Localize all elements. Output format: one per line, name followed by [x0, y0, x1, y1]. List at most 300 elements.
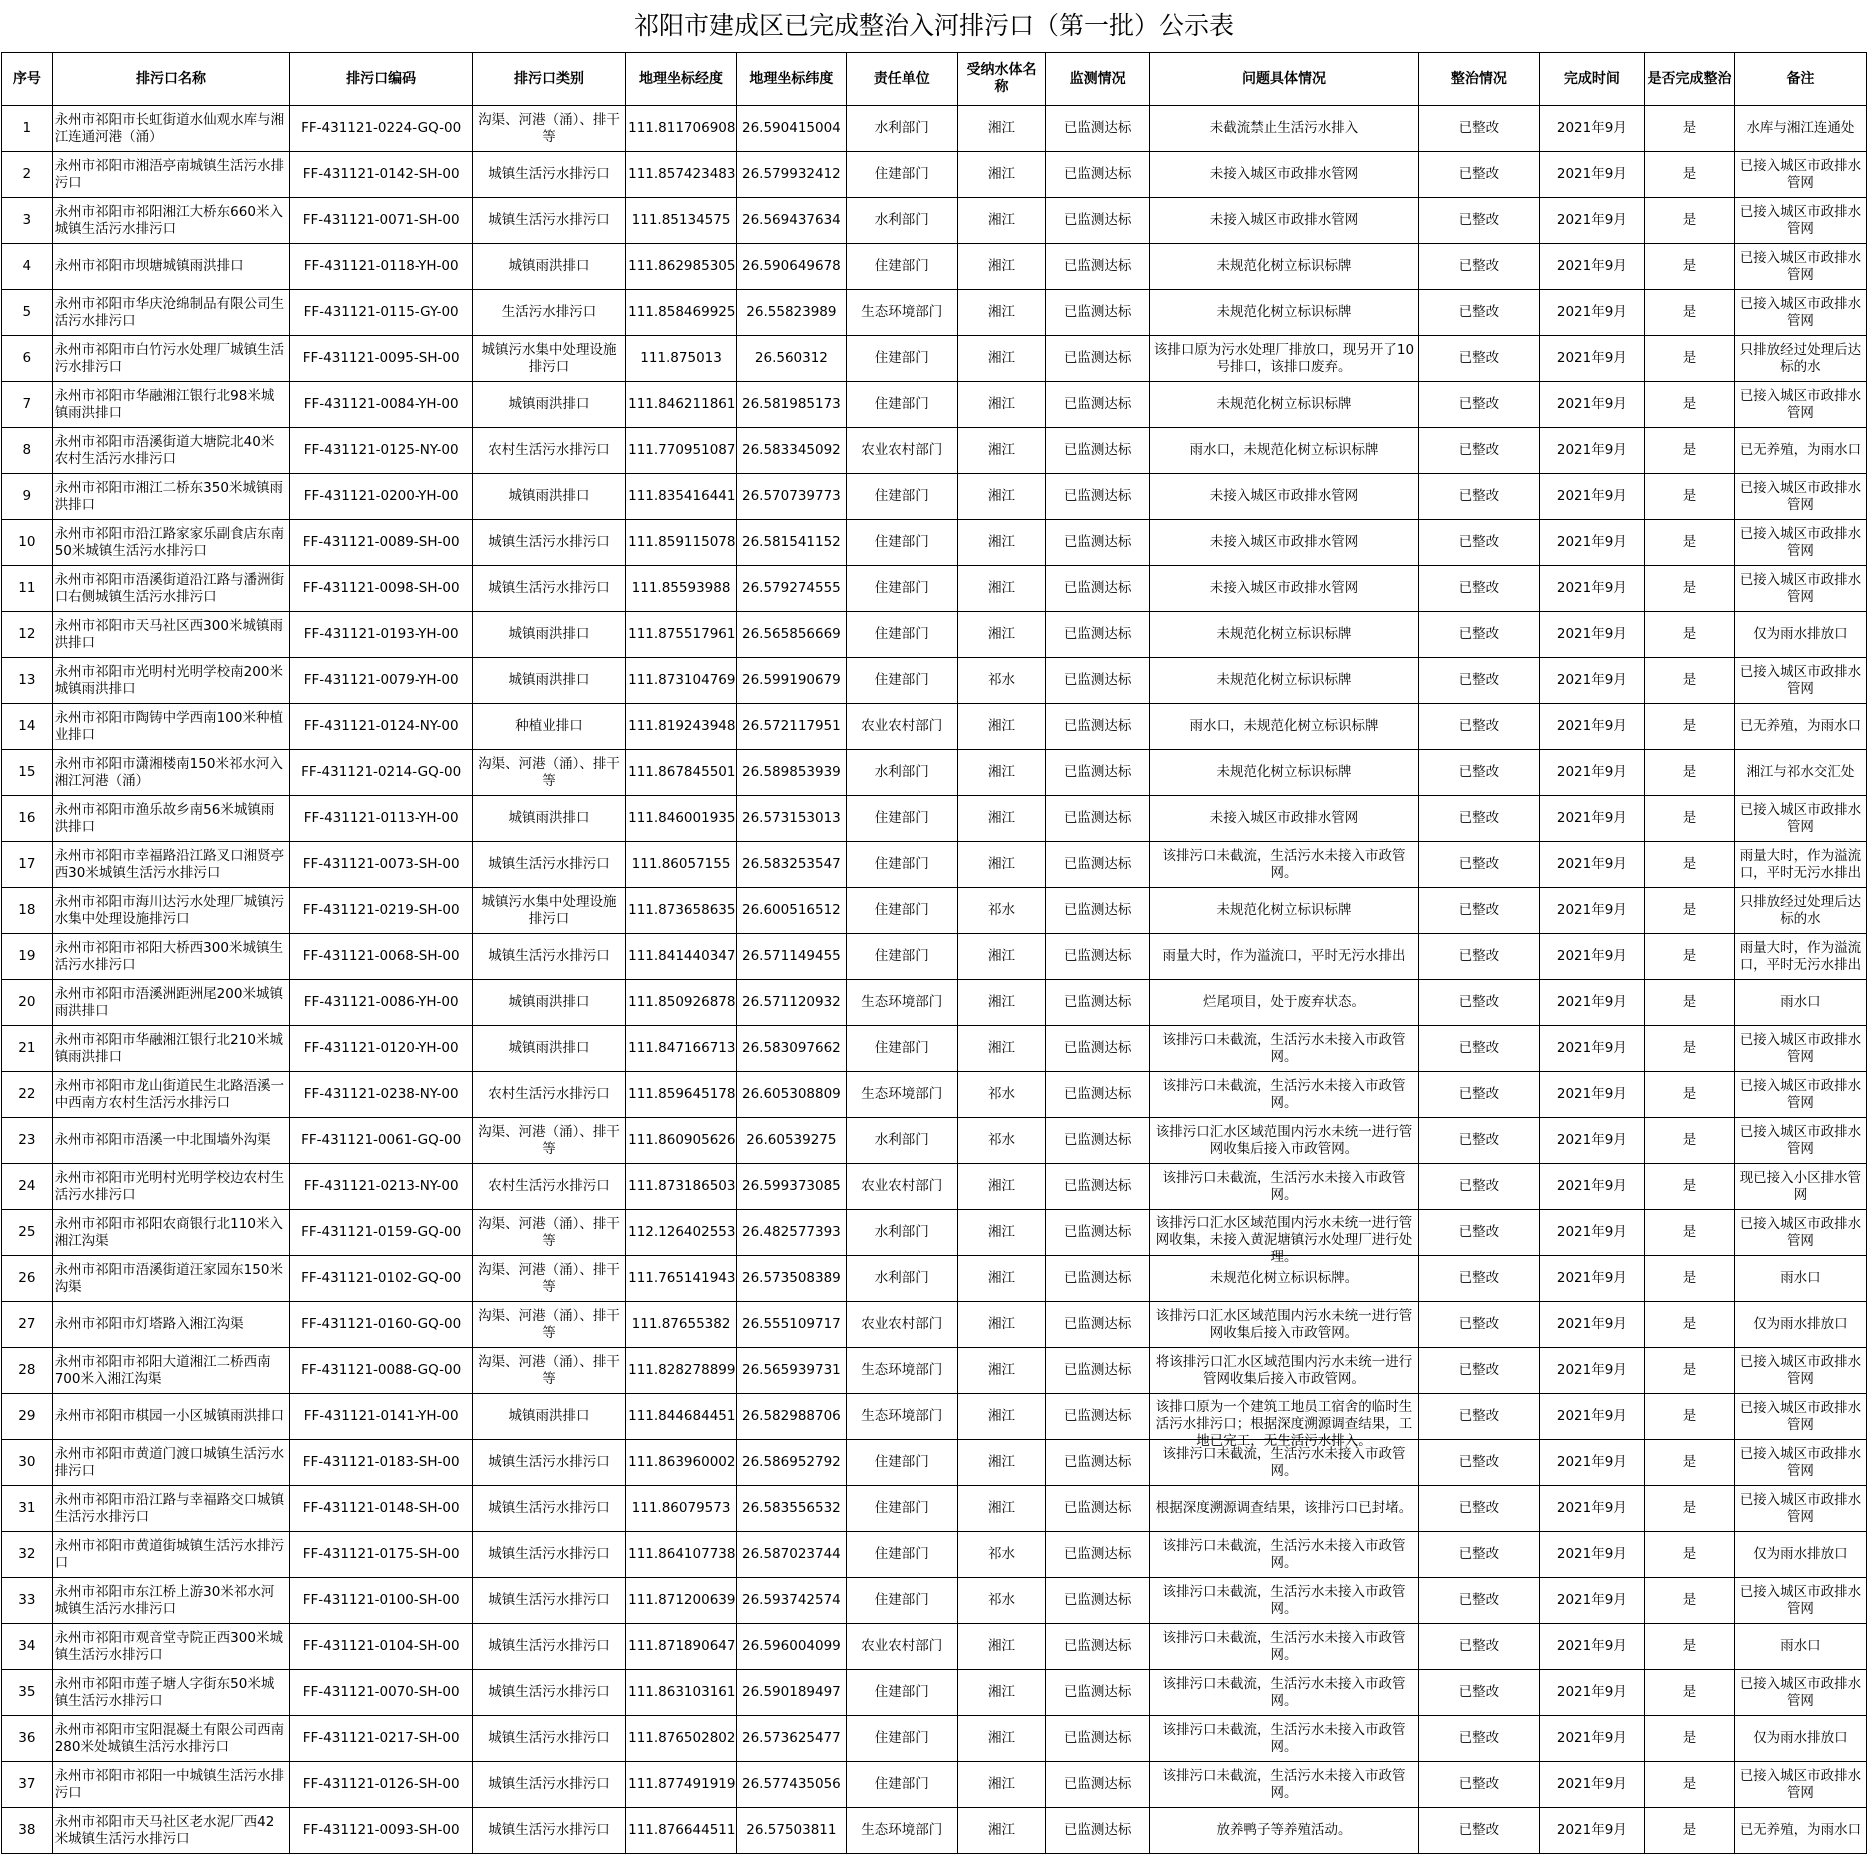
cell-text: 未接入城区市政排水管网: [1209, 580, 1359, 596]
cell-remarks: [1734, 1624, 1866, 1670]
cell-text: 111.863103161: [628, 1684, 736, 1700]
cell-text: 2021年9月: [1556, 1592, 1627, 1608]
cell-latitude: [736, 336, 846, 382]
cell-completed: [1645, 934, 1735, 980]
cell-text: 住建部门: [874, 580, 929, 596]
cell-completed: [1645, 566, 1735, 612]
cell-text: FF-431121-0175-SH-00: [302, 1546, 460, 1562]
cell-completed: [1645, 796, 1735, 842]
cell-text: 已监测达标: [1063, 488, 1132, 504]
cell-text: 已监测达标: [1063, 1086, 1132, 1102]
cell-monitoring: [1046, 1210, 1149, 1256]
cell-category: [472, 474, 625, 520]
cell-text: FF-431121-0102-GQ-00: [301, 1270, 462, 1286]
cell-problem: [1149, 1118, 1418, 1164]
cell-name: [52, 1072, 290, 1118]
cell-text: 26.55823989: [746, 304, 837, 320]
cell-text: 26.573153013: [742, 810, 841, 826]
table-row: [2, 612, 1867, 658]
cell-text: 已接入城区市政排水管网: [1739, 1583, 1862, 1617]
cell-responsible-unit: [846, 842, 957, 888]
cell-text: FF-431121-0093-SH-00: [302, 1822, 460, 1838]
cell-monitoring: [1046, 1348, 1149, 1394]
cell-text: 是: [1682, 1776, 1697, 1792]
cell-text: 2: [22, 166, 32, 182]
cell-text: 已整改: [1458, 120, 1500, 136]
cell-index: [2, 566, 53, 612]
cell-text: 永州市祁阳市浯溪洲距洲尾200米城镇雨洪排口: [54, 985, 283, 1019]
cell-longitude: [626, 842, 737, 888]
cell-text: 城镇生活污水排污口: [488, 856, 610, 872]
cell-text: 是: [1682, 1638, 1697, 1654]
cell-text: 26.599373085: [742, 1178, 841, 1194]
cell-completion-time: [1539, 658, 1645, 704]
cell-text: 祁水: [988, 902, 1016, 918]
cell-text: 城镇生活污水排污口: [488, 948, 610, 964]
cell-monitoring: [1046, 1486, 1149, 1532]
cell-text: 是: [1682, 396, 1697, 412]
cell-text: 已整改: [1458, 442, 1500, 458]
cell-remarks: [1734, 290, 1866, 336]
cell-text: 湘江: [988, 120, 1016, 136]
header-problem: 问题具体情况: [1149, 53, 1418, 106]
cell-index: [2, 1302, 53, 1348]
cell-responsible-unit: [846, 244, 957, 290]
cell-longitude: [626, 980, 737, 1026]
cell-text: 已整改: [1458, 1822, 1500, 1838]
cell-text: FF-431121-0193-YH-00: [303, 626, 459, 642]
cell-completed: [1645, 1440, 1735, 1486]
cell-name: [52, 1256, 290, 1302]
cell-longitude: [626, 750, 737, 796]
cell-text: 湘江与祁水交汇处: [1746, 764, 1855, 780]
cell-text: 26.573508389: [742, 1270, 841, 1286]
cell-text: 永州市祁阳市光明村光明学校边农村生活污水排污口: [54, 1169, 285, 1203]
cell-responsible-unit: [846, 704, 957, 750]
cell-name: [52, 1486, 290, 1532]
cell-text: 水利部门: [874, 1270, 929, 1286]
header-row: [2, 53, 1867, 106]
cell-receiving-water: [957, 796, 1046, 842]
cell-text: 35: [18, 1684, 36, 1700]
cell-text: 已整改: [1458, 350, 1500, 366]
cell-remarks: [1734, 1578, 1866, 1624]
cell-text: 已无养殖，为雨水口: [1739, 1822, 1862, 1838]
cell-name: [52, 1716, 290, 1762]
cell-remarks: [1734, 658, 1866, 704]
cell-rectification: [1419, 1072, 1539, 1118]
cell-index: [2, 704, 53, 750]
cell-text: 湘江: [988, 1500, 1016, 1516]
cell-text: 永州市祁阳市渔乐故乡南56米城镇雨洪排口: [54, 801, 275, 835]
cell-completed: [1645, 106, 1735, 152]
cell-text: 已接入城区市政排水管网: [1739, 1767, 1862, 1801]
cell-text: 湘江: [988, 1178, 1016, 1194]
cell-text: 是: [1682, 1684, 1697, 1700]
cell-text: 雨水口，未规范化树立标识标牌: [1189, 442, 1379, 458]
cell-problem: [1149, 1624, 1418, 1670]
cell-responsible-unit: [846, 152, 957, 198]
cell-index: [2, 198, 53, 244]
cell-monitoring: [1046, 1164, 1149, 1210]
cell-text: FF-431121-0071-SH-00: [302, 212, 460, 228]
cell-latitude: [736, 1486, 846, 1532]
cell-longitude: [626, 152, 737, 198]
cell-text: 是: [1682, 718, 1697, 734]
cell-text: 祁水: [988, 1132, 1016, 1148]
cell-text: 26.570739773: [742, 488, 841, 504]
cell-receiving-water: [957, 106, 1046, 152]
cell-code: [290, 1808, 473, 1854]
cell-text: 永州市祁阳市湘江二桥东350米城镇雨洪排口: [54, 479, 283, 513]
cell-text: FF-431121-0120-YH-00: [303, 1040, 459, 1056]
table-row: [2, 704, 1867, 750]
cell-text: 已监测达标: [1063, 764, 1132, 780]
cell-text: 已无养殖，为雨水口: [1739, 442, 1862, 458]
cell-category: [472, 1532, 625, 1578]
cell-longitude: [626, 796, 737, 842]
cell-rectification: [1419, 1164, 1539, 1210]
cell-name: [52, 152, 290, 198]
cell-text: 2021年9月: [1556, 1362, 1627, 1378]
cell-latitude: [736, 842, 846, 888]
cell-responsible-unit: [846, 1026, 957, 1072]
cell-rectification: [1419, 1256, 1539, 1302]
cell-text: 33: [18, 1592, 36, 1608]
cell-responsible-unit: [846, 290, 957, 336]
cell-text: 26.590415004: [742, 120, 841, 136]
cell-name: [52, 796, 290, 842]
cell-remarks: [1734, 244, 1866, 290]
cell-rectification: [1419, 382, 1539, 428]
cell-text: 已监测达标: [1063, 1730, 1132, 1746]
cell-problem: [1149, 290, 1418, 336]
cell-text: 住建部门: [874, 1546, 929, 1562]
table-row: [2, 1808, 1867, 1854]
cell-text: 是: [1682, 304, 1697, 320]
cell-text: 生态环境部门: [861, 304, 943, 320]
cell-text: 永州市祁阳市湘浯亭南城镇生活污水排污口: [54, 157, 285, 191]
cell-category: [472, 290, 625, 336]
cell-text: 26.583253547: [742, 856, 841, 872]
cell-text: 13: [18, 672, 36, 688]
cell-text: 住建部门: [874, 1730, 929, 1746]
cell-problem: [1149, 474, 1418, 520]
cell-latitude: [736, 1118, 846, 1164]
cell-text: 111.871890647: [628, 1638, 736, 1654]
cell-text: 湘江: [988, 1730, 1016, 1746]
cell-text: 2021年9月: [1556, 580, 1627, 596]
cell-latitude: [736, 566, 846, 612]
cell-text: FF-431121-0084-YH-00: [303, 396, 459, 412]
cell-text: 生态环境部门: [861, 1822, 943, 1838]
table-row: [2, 1762, 1867, 1808]
cell-text: 永州市祁阳市浯溪街道沿江路与潘洲街口右侧城镇生活污水排污口: [54, 571, 285, 605]
cell-problem: [1149, 1348, 1418, 1394]
cell-completed: [1645, 658, 1735, 704]
cell-problem: [1149, 612, 1418, 658]
cell-longitude: [626, 290, 737, 336]
cell-category: [472, 888, 625, 934]
cell-text: 是: [1682, 1224, 1697, 1240]
cell-text: 2021年9月: [1556, 1132, 1627, 1148]
cell-completed: [1645, 1762, 1735, 1808]
cell-receiving-water: [957, 520, 1046, 566]
cell-text: 2021年9月: [1556, 994, 1627, 1010]
cell-text: 2021年9月: [1556, 1086, 1627, 1102]
cell-receiving-water: [957, 244, 1046, 290]
cell-text: 生态环境部门: [861, 994, 943, 1010]
cell-completed: [1645, 1670, 1735, 1716]
cell-text: FF-431121-0160-GQ-00: [301, 1316, 462, 1332]
cell-name: [52, 1394, 290, 1440]
cell-latitude: [736, 244, 846, 290]
cell-remarks: [1734, 474, 1866, 520]
cell-text: 湘江: [988, 212, 1016, 228]
cell-completed: [1645, 244, 1735, 290]
cell-completion-time: [1539, 980, 1645, 1026]
cell-text: FF-431121-0118-YH-00: [303, 258, 459, 274]
cell-rectification: [1419, 704, 1539, 750]
cell-category: [472, 1164, 625, 1210]
cell-text: FF-431121-0183-SH-00: [302, 1454, 460, 1470]
cell-problem: [1149, 750, 1418, 796]
cell-text: 永州市祁阳市浯溪一中北围墙外沟渠: [54, 1132, 271, 1148]
cell-text: FF-431121-0073-SH-00: [302, 856, 460, 872]
cell-text: 仅为雨水排放口: [1753, 1316, 1848, 1332]
cell-code: [290, 1210, 473, 1256]
cell-latitude: [736, 1302, 846, 1348]
cell-problem: [1149, 1302, 1418, 1348]
cell-text: 已监测达标: [1063, 1822, 1132, 1838]
cell-text: 2021年9月: [1556, 534, 1627, 550]
header-name: 排污口名称: [52, 53, 290, 106]
cell-text: 26.60539275: [746, 1132, 837, 1148]
cell-text: 26.587023744: [742, 1546, 841, 1562]
cell-text: 26.572117951: [742, 718, 841, 734]
cell-text: 111.841440347: [628, 948, 736, 964]
cell-completion-time: [1539, 382, 1645, 428]
cell-name: [52, 566, 290, 612]
cell-text: 26.569437634: [742, 212, 841, 228]
cell-problem: [1149, 1210, 1418, 1265]
cell-responsible-unit: [846, 1072, 957, 1118]
cell-completion-time: [1539, 704, 1645, 750]
cell-text: 已整改: [1458, 1408, 1500, 1424]
cell-text: 26.605308809: [742, 1086, 841, 1102]
cell-code: [290, 750, 473, 796]
cell-completion-time: [1539, 1624, 1645, 1670]
cell-completed: [1645, 704, 1735, 750]
cell-rectification: [1419, 428, 1539, 474]
cell-receiving-water: [957, 1808, 1046, 1854]
cell-name: [52, 382, 290, 428]
cell-problem: [1149, 428, 1418, 474]
cell-text: 雨量大时，作为溢流口，平时无污水排出: [1739, 939, 1862, 973]
cell-text: FF-431121-0113-YH-00: [303, 810, 459, 826]
cell-problem: [1149, 658, 1418, 704]
cell-category: [472, 244, 625, 290]
table-row: [2, 1532, 1867, 1578]
cell-receiving-water: [957, 428, 1046, 474]
cell-name: [52, 1026, 290, 1072]
cell-text: 仅为雨水排放口: [1753, 1730, 1848, 1746]
cell-completion-time: [1539, 474, 1645, 520]
cell-text: 11: [18, 580, 36, 596]
cell-longitude: [626, 1164, 737, 1210]
cell-index: [2, 290, 53, 336]
cell-problem: [1149, 980, 1418, 1026]
cell-text: 该排口原为污水处理厂排放口，现另开了10号排口，该排口废弃。: [1153, 341, 1415, 375]
header-latitude: 地理坐标纬度: [736, 53, 846, 106]
cell-text: 已整改: [1458, 1040, 1500, 1056]
cell-rectification: [1419, 1716, 1539, 1762]
cell-text: 36: [18, 1730, 36, 1746]
cell-remarks: [1734, 934, 1866, 980]
cell-text: 已监测达标: [1063, 1500, 1132, 1516]
cell-text: 2021年9月: [1556, 350, 1627, 366]
cell-longitude: [626, 612, 737, 658]
cell-remarks: [1734, 1256, 1866, 1302]
cell-remarks: [1734, 1210, 1866, 1256]
cell-code: [290, 1072, 473, 1118]
cell-category: [472, 1624, 625, 1670]
cell-index: [2, 1210, 53, 1256]
cell-completion-time: [1539, 198, 1645, 244]
cell-latitude: [736, 1578, 846, 1624]
cell-text: 湘江: [988, 1684, 1016, 1700]
cell-text: 已整改: [1458, 1684, 1500, 1700]
cell-completion-time: [1539, 1440, 1645, 1486]
cell-index: [2, 1164, 53, 1210]
cell-receiving-water: [957, 152, 1046, 198]
cell-index: [2, 1532, 53, 1578]
cell-text: FF-431121-0068-SH-00: [302, 948, 460, 964]
cell-text: 111.858469925: [628, 304, 736, 320]
cell-text: 是: [1682, 1822, 1697, 1838]
cell-text: 水利部门: [874, 212, 929, 228]
cell-code: [290, 1532, 473, 1578]
cell-completed: [1645, 474, 1735, 520]
cell-text: 111.873186503: [628, 1178, 736, 1194]
cell-completion-time: [1539, 428, 1645, 474]
cell-text: 是: [1682, 1408, 1697, 1424]
cell-text: 城镇污水集中处理设施排污口: [481, 893, 617, 927]
cell-text: 已整改: [1458, 1730, 1500, 1746]
cell-code: [290, 612, 473, 658]
cell-text: 7: [22, 396, 32, 412]
cell-monitoring: [1046, 290, 1149, 336]
cell-text: 住建部门: [874, 902, 929, 918]
cell-text: 已接入城区市政排水管网: [1739, 1675, 1862, 1709]
cell-longitude: [626, 704, 737, 750]
cell-text: 111.835416441: [628, 488, 736, 504]
cell-text: 永州市祁阳市黄道街城镇生活污水排污口: [54, 1537, 285, 1571]
cell-text: 未接入城区市政排水管网: [1209, 810, 1359, 826]
cell-text: 已监测达标: [1063, 994, 1132, 1010]
cell-category: [472, 612, 625, 658]
cell-text: 已整改: [1458, 1592, 1500, 1608]
cell-responsible-unit: [846, 750, 957, 796]
cell-monitoring: [1046, 106, 1149, 152]
cell-text: 111.828278899: [628, 1362, 736, 1378]
cell-text: 已监测达标: [1063, 856, 1132, 872]
cell-text: 已监测达标: [1063, 948, 1132, 964]
cell-index: [2, 980, 53, 1026]
cell-completed: [1645, 1210, 1735, 1256]
cell-text: 永州市祁阳市棋园一小区城镇雨洪排口: [54, 1408, 285, 1424]
cell-text: 已监测达标: [1063, 1362, 1132, 1378]
cell-monitoring: [1046, 1670, 1149, 1716]
cell-name: [52, 612, 290, 658]
cell-name: [52, 428, 290, 474]
cell-text: 12: [18, 626, 36, 642]
cell-text: FF-431121-0200-YH-00: [303, 488, 459, 504]
cell-receiving-water: [957, 1118, 1046, 1164]
cell-text: 2021年9月: [1556, 718, 1627, 734]
cell-text: 生态环境部门: [861, 1362, 943, 1378]
cell-latitude: [736, 1808, 846, 1854]
cell-code: [290, 1486, 473, 1532]
cell-text: 永州市祁阳市华融湘江银行北210米城镇雨洪排口: [54, 1031, 283, 1065]
cell-longitude: [626, 474, 737, 520]
cell-text: 农业农村部门: [861, 718, 943, 734]
cell-problem: [1149, 1394, 1418, 1449]
cell-text: 沟渠、河港（涌）、排干等: [478, 1215, 620, 1249]
cell-completion-time: [1539, 1394, 1645, 1440]
cell-text: 农村生活污水排污口: [488, 1086, 610, 1102]
cell-text: 已监测达标: [1063, 1546, 1132, 1562]
cell-text: 已整改: [1458, 1454, 1500, 1470]
cell-text: FF-431121-0100-SH-00: [302, 1592, 460, 1608]
cell-problem: [1149, 566, 1418, 612]
cell-text: 是: [1682, 994, 1697, 1010]
cell-text: 22: [18, 1086, 36, 1102]
cell-name: [52, 520, 290, 566]
cell-text: 已整改: [1458, 626, 1500, 642]
cell-text: FF-431121-0088-GQ-00: [301, 1362, 462, 1378]
cell-text: 永州市祁阳市沿江路与幸福路交口城镇生活污水排污口: [54, 1491, 285, 1525]
cell-text: 是: [1682, 166, 1697, 182]
cell-text: 永州市祁阳市祁阳一中城镇生活污水排污口: [54, 1767, 285, 1801]
cell-text: 已监测达标: [1063, 1454, 1132, 1470]
outfall-table: [1, 52, 1867, 1854]
table-body: [2, 106, 1867, 1854]
cell-remarks: [1734, 1762, 1866, 1808]
cell-name: [52, 704, 290, 750]
cell-responsible-unit: [846, 1302, 957, 1348]
cell-text: 已监测达标: [1063, 580, 1132, 596]
cell-text: 城镇雨洪排口: [508, 810, 590, 826]
cell-text: 湘江: [988, 304, 1016, 320]
cell-category: [472, 658, 625, 704]
table-row: [2, 1486, 1867, 1532]
cell-completion-time: [1539, 290, 1645, 336]
cell-text: 已监测达标: [1063, 672, 1132, 688]
cell-text: 已整改: [1458, 902, 1500, 918]
cell-text: 永州市祁阳市祁阳大桥西300米城镇生活污水排污口: [54, 939, 283, 973]
cell-text: 已监测达标: [1063, 1776, 1132, 1792]
cell-remarks: [1734, 152, 1866, 198]
cell-text: FF-431121-0098-SH-00: [302, 580, 460, 596]
cell-text: FF-431121-0126-SH-00: [302, 1776, 460, 1792]
cell-text: 未截流禁止生活污水排入: [1209, 120, 1359, 136]
cell-text: FF-431121-0115-GY-00: [303, 304, 459, 320]
cell-responsible-unit: [846, 980, 957, 1026]
cell-latitude: [736, 1348, 846, 1394]
cell-rectification: [1419, 566, 1539, 612]
cell-index: [2, 1624, 53, 1670]
